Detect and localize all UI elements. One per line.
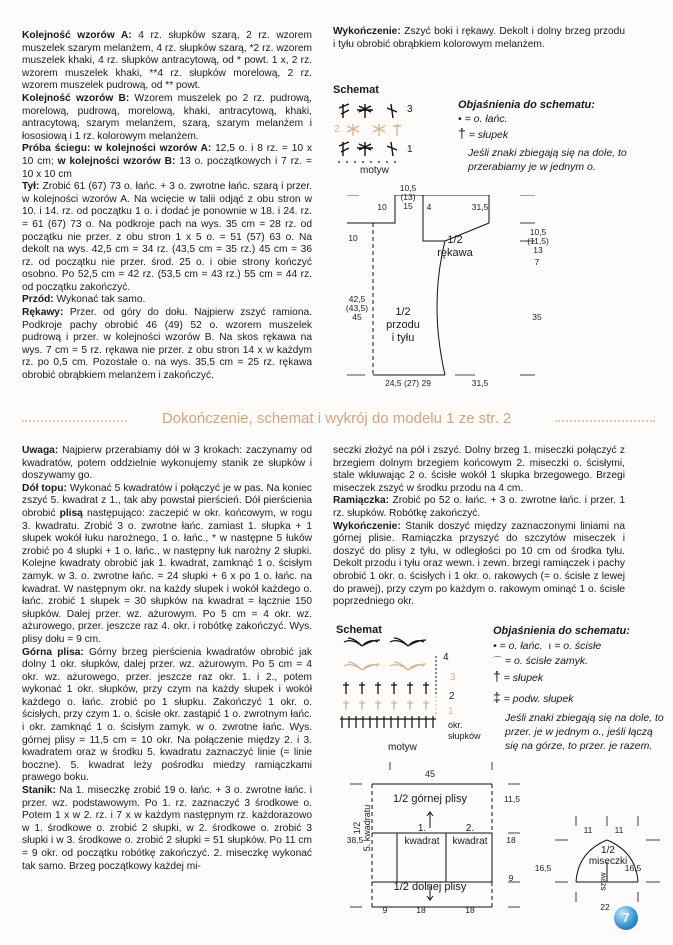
dim-cup-left: 16,5	[534, 863, 552, 873]
paragraph-pattern-order-b: Kolejność wzorów B: Wzorem muszelek po 2 rz. pudrową, morelową, pudrową, morelową, khaki, antracytową, khaki, antracytową, szarym melanżem, szarą, szarym melanżem i łososiową i 1 rz. kolorowym melanżem.	[22, 92, 312, 142]
dim-left-height: 42,5 (43,5) 45	[345, 294, 369, 322]
legend-1-note: Jeśli znaki zbiegają się na dole, to przerabiamy je w jednym o.	[468, 147, 627, 173]
paragraph-front: Przód: Wykonać tak samo.	[22, 294, 146, 306]
legend-1-item-dc: † = słupek	[458, 125, 509, 141]
dim-top-neck: 10,5 (13) 15	[399, 183, 417, 211]
label-half-square-5: 1/2 5. kwadratu	[352, 804, 372, 852]
dim-right-9: 9	[508, 873, 514, 883]
chart2-row-4: 4	[443, 652, 449, 663]
dim-right-35: 35	[532, 312, 542, 322]
paragraph-note: Uwaga: Najpierw przerabiamy dół w 3 krokach: zaczynamy od kwadratów, potem oddzielnie wykonujemy stanik ze słupków i doszywamy go.	[22, 445, 312, 482]
legend-2-item-chain: • = o. łańc. ı = o. ścisłe	[493, 640, 602, 652]
dim-bottom-width: 24,5 (27) 29	[385, 378, 431, 388]
label-square-2: 2. kwadrat	[452, 823, 488, 847]
chart1-row-3: 3	[407, 104, 413, 115]
paragraph-bodice: Stanik: Na 1. miseczkę zrobić 19 o. łańc. + 3 o. zwrotne łańc. i przer. wz. podstawowym. Po 1. rz. zaznaczyć 3 środkowe o. Potem 1 x w 2. rz. i 7 x w każdym następnym rz. każdorazowo w 1. środkowe o. zrobić 2 słupki, w 2. środkowe o. zrobić 3 słupki i w 3. środkowe o. zrobić 2 słupki = 51 słupków. Po 11 cm = 9 okr. od początku robótkę zakończyć. 2. miseczkę wykonać tak samo. Brzeg początkowy każdej mi-	[22, 785, 312, 872]
paragraph-sleeves: Rękawy: Przer. od góry do dołu. Najpierw zszyć ramiona. Podkroje pachy obrobić 46 (49) 52 o. wzorem muszelek pudrową i przer. w kolejności wzorów B. Na skos rękawa na wys. 7 cm = 5 rz. rękawa nie przer. z obu stron 14 x w każdym rz. po 0,5 cm. Pozostałe o. na wys. 35,5 cm = 25 rz. rękawa obrobić obrąbkiem melanżem i zakończyć.	[22, 307, 312, 382]
dim-right-18: 18	[506, 835, 516, 845]
bottom-right-column	[333, 445, 625, 609]
chart1-row-1: 1	[407, 144, 413, 155]
legend-2-note: Jeśli znaki zbiegają się na dole, to przer. je w jednym o., jeśli łączą się na górze, to przer. je razem.	[505, 712, 664, 752]
section-title: Dokończenie, schemat i wykrój do modelu 1 ze str. 2	[161, 410, 512, 427]
paragraph-pattern-order-a: Kolejność wzorów A: 4 rz. słupków szarą, 2 rz. wzorem muszelek szarym melanżem, 4 rz. słupków szarą, *2 rz. wzorem muszelek khaki, 4 rz. słupków antracytową, od * powt. 1 x, 2 rz. wzorem muszelek khaki, **4 rz. słupków morelową, 2 rz. wzorem muszelek pudrową, od ** powt.	[22, 30, 312, 92]
dim-right-11-5: 11,5	[504, 794, 520, 804]
dim-bottom-18b: 18	[465, 905, 475, 915]
label-square-1: 1. kwadrat	[404, 823, 440, 847]
piece-half-front-back: 1/2 przodu i tyłu	[386, 306, 420, 344]
chart2-round-label: okr. słupków	[448, 720, 481, 741]
schema-title-1: Schemat	[333, 84, 379, 96]
label-bottom-band: 1/2 dolnej plisy	[393, 881, 467, 893]
chart1-row-2: 2	[334, 124, 340, 135]
legend-2	[493, 624, 665, 753]
dim-top-31-5: 31,5	[471, 202, 489, 212]
dim-left-10: 10	[348, 233, 358, 243]
paragraph-upper-band: Górna plisa: Górny brzeg pierścienia kwadratów obrobić jak dolny 1 okr. słupków, dalej przer. wz. ażurowym. Po 5 cm = 4 okr. wz. ażurowego, przer. jeszcze raz okr. 1. i 2., potem wykonać 1 okr. słupków, przy czym na każdy słupek i wokół każdego o. łańc. zrobić po 1 słupku. Zakończyć 1 okr. o. ścisłych, przy czym 1. o. ścisłe okr. zastąpić 1 o. zwrotnym łańc. i okr. zamknąć 1 o. ścisłym zamyk. w o. zwrotne łańc. Wys. górnej plisy = 11,5 cm = 10 okr. Na połączenie między 2. i 3. kwadratem oraz w środku 5. kwadratu zaznaczyć linie (= linie boczne). 5. kwadrat leży pośrodku miedzy ramiączkami prawego boku.	[22, 646, 312, 784]
legend-2-item-tr: ‡ = podw. słupek	[493, 689, 574, 705]
paragraph-bottom-of-top: Dół topu: Wykonać 5 kwadratów i połączyć je w pas. Na koniec zszyć 5. kwadrat z 1., tak aby powstał pierścień. Dół pierścienia obrobić plisą następująco: zaczepić w okr. końcowym, w rogu 3. kwadratu. Zrobić 3 o. zwrotne łańc. zamiast 1. słupka + 1 słupek wokół łuku narożnego, 1 o. łańc., * w następne 5 łuków zrobić po 4 słupki + 1 o. łańc., w następny łuk narożny 2 słupki. Kolejne kwadraty obrobić jak 1. kwadrat, zamknąć 1 o. ścisłym zamyk. w 3. o. zwrotne łańc. = 24 słupki + 6 x po 1 o. łańc. na kwadrat. W następnym okr. na każdy słupek i wokół każdego o. łańc. zrobić 1 słupek = 30 słupków na kwadrat = łącznie 150 słupków. Dalej przer. wz. ażurowym. Po 5 cm = 4 okr. wz. ażurowego, przer. jeszcze raz 4. okr. i robótkę zakończyć. Wys. plisy dołu = 9 cm.	[22, 482, 312, 645]
schema-title-2: Schemat	[336, 624, 382, 636]
legend-2-title: Objaśnienia do schematu:	[493, 625, 630, 637]
label-seam: szew	[598, 872, 608, 891]
paragraph-back: Tył: Zrobić 61 (67) 73 o. łańc. + 3 o. zwrotne łańc. szarą i przer. w kolejności wzorów A. Na wcięcie w talii odjąć z obu stron w 10. i 14. rz. od początku 1 o. i dodać je ponownie w 18. i 24. rz. = 61 (67) 73 o. Na podkroje pach na wys. 35 cm = 28 rz. od początku nie przer. z obu stron 1 x 5 o. = 51 (57) 63 o. Na dekolt na wys. 42,5 cm = 34 rz. (43,5 cm = 35 rz.) 45 cm = 36 rz. od początku nie przer. środ. 25 o. i obie strony kończyć osobno. Po 52,5 cm = 42 rz. (53,5 cm = 43 rz.) 55 cm = 44 rz. od początku zakończyć.	[22, 181, 312, 293]
paragraph-cup-continued: seczki złożyć na pół i zszyć. Dolny brzeg 1. miseczki połączyć z brzegiem dolnym brzegiem końcowym 2. miseczki o. ścisłymi, stale wkłuwając 2 o. ścisłe wokół 1 słupka brzegowego. Brzegi miseczek zszyć w środku przodu na 4 cm.	[333, 445, 625, 494]
paragraph-gauge: Próba ściegu: w kolejności wzorów A: 12,5 o. i 8 rz. = 10 x 10 cm; w kolejności wzorów B: 13 o. początkowych i 7 rz. = 10 x 10 cm	[22, 143, 312, 180]
chart1-motif-label: motyw	[360, 165, 389, 176]
chart2-row-2: 2	[449, 691, 455, 702]
dim-cup-top-11a: 11	[583, 825, 593, 835]
top-left-column	[22, 30, 312, 383]
dim-right-7: 7	[534, 257, 540, 267]
dim-left-38-5: 38,5	[346, 835, 364, 845]
dim-top-10: 10	[377, 202, 387, 212]
page-number-badge: 7	[614, 906, 638, 930]
dim-cup-top-11b: 11	[614, 825, 624, 835]
piece-half-sleeve: 1/2 rękawa	[437, 234, 473, 259]
bottom-left-column	[22, 445, 312, 873]
legend-1-item-chain: • = o. łańc.	[458, 113, 508, 125]
chart2-row-3: 3	[450, 672, 456, 683]
dim-top-4: 4	[426, 202, 432, 212]
dim-bottom-18a: 18	[416, 905, 426, 915]
chart2-motif-label: motyw	[388, 742, 417, 753]
chart2-row-1: 1	[448, 706, 454, 717]
legend-2-item-slst-close: ⌒ = o. ścisłe zamyk.	[493, 655, 589, 667]
dim-cup-right: 16,5	[624, 863, 642, 873]
dim-bottom-9: 9	[382, 905, 388, 915]
legend-1-title: Objaśnienia do schematu:	[458, 99, 595, 111]
sweater-pattern-drawing	[345, 195, 575, 395]
stitch-chart-2	[340, 636, 460, 736]
section-rule-right	[555, 420, 655, 423]
legend-2-item-dc: † = słupek	[493, 668, 544, 684]
paragraph-finishing: Wykończenie: Stanik doszyć między zaznaczonymi liniami na górnej plisie. Ramiączka przyszyć do szczytów miseczek i doszyć do plisy z tyłu, w odległości po 10 cm od środka tyłu. Dekolt przodu i tyłu oraz wewn. i zewn. brzegi ramiączek i pachy obrobić 1 okr. o. ścisłych i 1 okr. o. rakowych (= o. ścisłe z lewej do prawej), przy czym po każdym o. rakowym ominąć 1 o. ścisłe poprzedniego okr.	[333, 520, 625, 608]
paragraph-straps: Ramiączka: Zrobić po 52 o. łańc. + 3 o. zwrotne łańc. i przer. 1 rz. słupków. Robótkę zakończyć.	[333, 495, 625, 519]
dim-bottom-31-5: 31,5	[471, 378, 489, 388]
dim-cup-bottom: 22	[600, 902, 610, 912]
top-right-finish: Wykończenie: Zszyć boki i rękawy. Dekolt i dolny brzeg przodu i tyłu obrobić obrąbkiem kolorowym melanżem.	[333, 26, 625, 50]
label-half-cup: 1/2 miseczki	[588, 845, 628, 867]
legend-1	[458, 98, 658, 174]
dim-right-sleeve: 10,5 (11,5) 13	[527, 227, 549, 255]
dim-width-45: 45	[424, 769, 435, 779]
label-top-band: 1/2 górnej plisy	[393, 793, 467, 805]
